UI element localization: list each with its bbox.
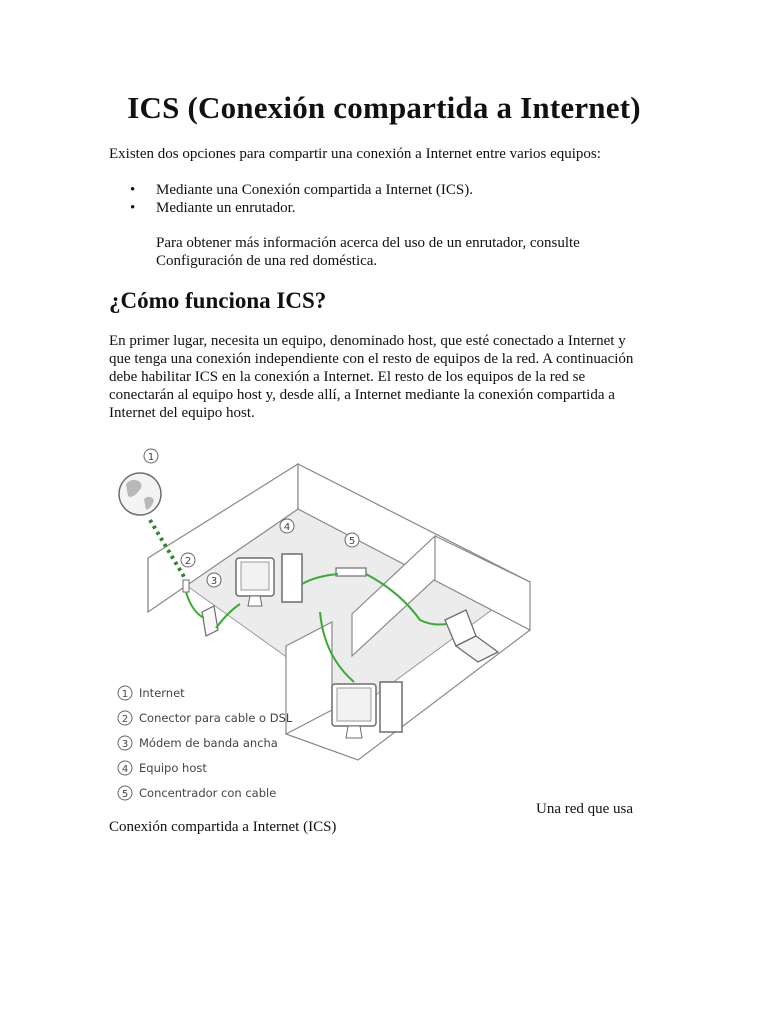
ics-network-diagram [110, 444, 540, 806]
body-line: debe habilitar ICS en la conexión a Internet. El resto de los equipos de la red se [109, 369, 586, 385]
marker-3 [207, 573, 221, 587]
body-line: En primer lugar, necesita un equipo, denominado host, que esté conectado a Internet y [109, 333, 626, 349]
intro-paragraph: Existen dos opciones para compartir una conexión a Internet entre varios equipos: [109, 146, 601, 162]
hub-icon [336, 568, 366, 576]
caption-part1: Una red que usa [536, 801, 634, 817]
modem-icon [202, 606, 218, 636]
marker-4 [280, 519, 294, 533]
legend-item [118, 736, 278, 750]
svg-text:3: 3 [210, 576, 218, 587]
legend-item [118, 711, 293, 725]
legend-item [118, 761, 207, 775]
body-paragraph [109, 332, 657, 422]
svg-text:2: 2 [184, 556, 192, 567]
svg-text:3: 3 [121, 739, 129, 750]
svg-text:Conector para cable o DSL: Conector para cable o DSL [139, 711, 293, 725]
host-tower-icon [282, 554, 302, 602]
body-line: Internet del equipo host. [109, 405, 255, 421]
svg-text:5: 5 [121, 789, 129, 800]
svg-text:Módem de banda ancha: Módem de banda ancha [139, 736, 278, 750]
body-line: conectarán al equipo host y, desde allí, a Internet mediante la conexión compartida a [109, 387, 615, 403]
svg-text:1: 1 [121, 689, 129, 700]
svg-text:2: 2 [121, 714, 129, 725]
list-item: • Mediante una Conexión compartida a Internet (ICS). [109, 181, 473, 199]
svg-text:4: 4 [121, 764, 129, 775]
router-note [156, 234, 636, 270]
svg-text:Equipo host: Equipo host [139, 761, 207, 775]
marker-5 [345, 533, 359, 547]
list-item: • Mediante un enrutador. [109, 199, 473, 217]
wall-jack-icon [183, 580, 189, 592]
section-heading: ¿Cómo funciona ICS? [109, 288, 327, 313]
svg-text:5: 5 [348, 536, 356, 547]
globe-icon [119, 473, 161, 515]
diagram-legend [118, 686, 293, 800]
client-monitor-icon [332, 684, 376, 738]
router-link[interactable]: Configuración de una red doméstica. [156, 253, 378, 269]
svg-text:1: 1 [147, 452, 155, 463]
marker-2 [181, 553, 195, 567]
caption-part2: Conexión compartida a Internet (ICS) [109, 819, 337, 835]
page-title: ICS (Conexión compartida a Internet) [127, 90, 641, 125]
options-list [109, 181, 473, 217]
legend-item [118, 786, 276, 800]
body-line: que tenga una conexión independiente con el resto de equipos de la red. A continuación [109, 351, 634, 367]
router-note-line: Para obtener más información acerca del uso de un enrutador, consulte [156, 235, 580, 251]
svg-text:Internet: Internet [139, 686, 185, 700]
client-tower-icon [380, 682, 402, 732]
svg-text:4: 4 [283, 522, 291, 533]
svg-text:Concentrador con cable: Concentrador con cable [139, 786, 277, 800]
marker-1 [144, 449, 158, 463]
legend-item [118, 686, 185, 700]
